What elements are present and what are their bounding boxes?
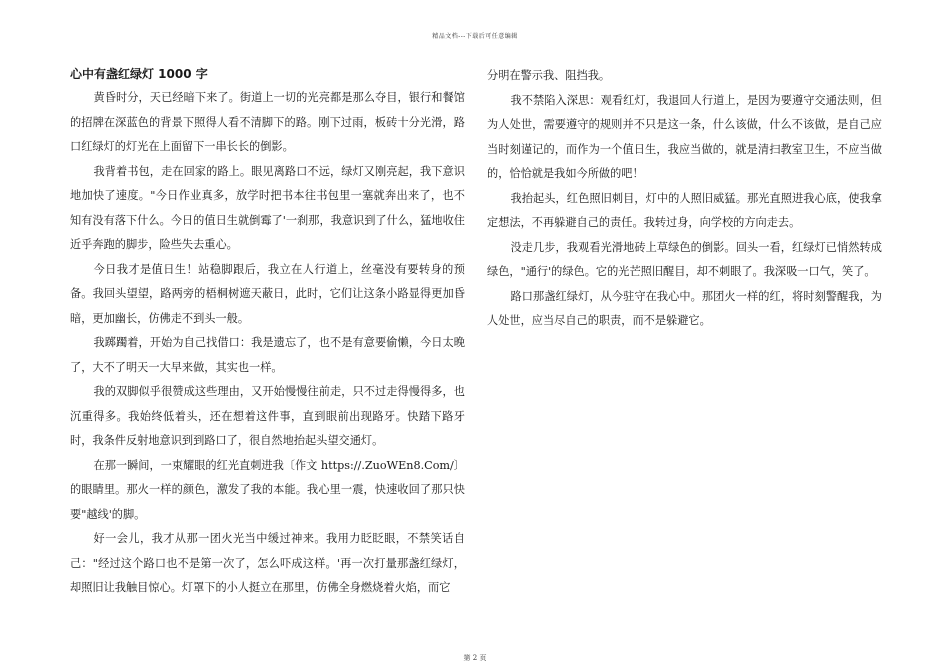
paragraph: 好一会儿，我才从那一团火光当中缓过神来。我用力眨眨眼，不禁笑话自己："经过这个路口也不是第一次了，怎么吓成这样。'再一次打量那盏红绿灯，却照旧让我触目惊心。灯罩下的小人挺立在那里，仿佛全身燃烧着火焰，而它	[70, 532, 465, 594]
article-title: 心中有盏红绿灯 1000 字	[70, 67, 208, 81]
page-number: 第 2 页	[463, 654, 487, 662]
paragraph: 我不禁陷入深思：观看红灯，我退回人行道上，是因为要遵守交通法则，但为人处世，需要遵守的规则并不只是这一条，什么该做，什么不该做，是自己应当时刻谨记的，而作为一个值日生，我应当做的，就是清扫教室卫生，不应当做的，恰恰就是我如今所做的吧！	[487, 93, 882, 180]
page-header: 精品文档---下载后可任意编辑	[432, 33, 518, 40]
paragraph: 没走几步，我观看光滑地砖上草绿色的倒影。回头一看，红绿灯已悄然转成绿色，"通行'的绿色。它的光芒照旧醒目，却不刺眼了。我深吸一口气，笑了。	[487, 240, 882, 278]
left-column	[70, 64, 465, 601]
paragraph: 我的双脚似乎很赞成这些理由，又开始慢慢往前走，只不过走得慢得多，也沉重得多。我始终低着头，还在想着这件事，直到眼前出现路牙。快踏下路牙时，我条件反射地意识到到路口了，很自然地抬起头望交通灯。	[70, 385, 465, 447]
paragraph: 我背着书包，走在回家的路上。眼见离路口不远，绿灯又刚亮起，我下意识地加快了速度。"今日作业真多，放学时把书本往书包里一塞就奔出来了，也不知有没有落下什么。今日的值日生就倒霉了'一刹那，我意识到了什么，猛地收住近乎奔跑的脚步，险些失去重心。	[70, 164, 465, 251]
paragraph: 今日我才是值日生！站稳脚跟后，我立在人行道上，丝毫没有要转身的预备。我回头望望，路两旁的梧桐树遮天蔽日，此时，它们让这条小路显得更加昏暗，更加幽长，仿佛走不到头一般。	[70, 262, 465, 325]
right-column	[487, 64, 882, 334]
paragraph: 在那一瞬间，一束耀眼的红光直刺进我〔作文 https://.ZuoWEn8.Com/〕的眼睛里。那火一样的颜色，激发了我的本能。我心里一震，快速收回了那只快要"越线'的脚。	[70, 458, 465, 521]
paragraph: 我踯躅着，开始为自己找借口：我是遗忘了，也不是有意要偷懒，今日太晚了，大不了明天一大早来做，其实也一样。	[70, 336, 465, 374]
paragraph: 我抬起头，红色照旧刺目，灯中的人照旧威猛。那光直照进我心底，使我拿定想法，不再躲避自己的责任。我转过身，向学校的方向走去。	[487, 191, 882, 229]
paragraph: 路口那盏红绿灯，从今驻守在我心中。那团火一样的红，将时刻警醒我，为人处世，应当尽自己的职责，而不是躲避它。	[487, 289, 882, 327]
paragraph: 黄昏时分，天已经暗下来了。街道上一切的光亮都是那么夺目，银行和餐馆的招牌在深蓝色的背景下照得人看不清脚下的路。刚下过雨，板砖十分光滑，路口红绿灯的灯光在上面留下一串长长的倒影。	[70, 91, 465, 153]
paragraph: 分明在警示我、阻挡我。	[487, 69, 611, 82]
